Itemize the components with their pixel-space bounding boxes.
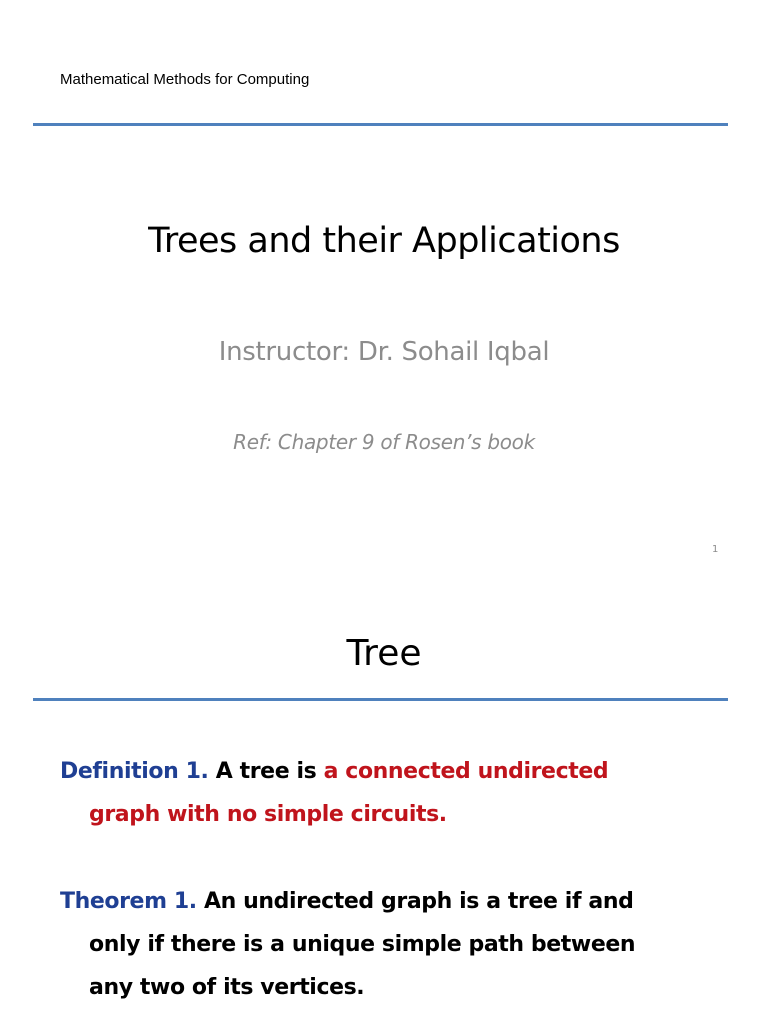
definition-line-1 bbox=[60, 750, 700, 793]
definition-label: Definition 1. bbox=[60, 759, 209, 784]
reference-text: Ref: Chapter 9 of Rosen’s book bbox=[233, 430, 535, 454]
definition-text: A tree is bbox=[215, 759, 317, 784]
theorem-text-3: any two of its vertices. bbox=[89, 975, 365, 1000]
definition-highlight-2: graph with no simple circuits. bbox=[89, 802, 447, 827]
page-number: 1 bbox=[712, 544, 719, 555]
instructor-text: Instructor: Dr. Sohail Iqbal bbox=[218, 337, 550, 367]
theorem-line-1 bbox=[60, 880, 700, 923]
section-divider bbox=[33, 698, 728, 701]
theorem-text-1: An undirected graph is a tree if and bbox=[204, 889, 634, 914]
theorem-text-2: only if there is a unique simple path between bbox=[89, 932, 636, 957]
definition-highlight-1: a connected undirected bbox=[323, 759, 609, 784]
definition-block bbox=[60, 750, 700, 836]
theorem-block bbox=[60, 880, 700, 1009]
course-title: Mathematical Methods for Computing bbox=[60, 71, 310, 88]
theorem-label: Theorem 1. bbox=[60, 889, 197, 914]
header-divider bbox=[33, 123, 728, 126]
section-title: Tree bbox=[346, 633, 422, 674]
slide-title: Trees and their Applications bbox=[148, 221, 620, 261]
